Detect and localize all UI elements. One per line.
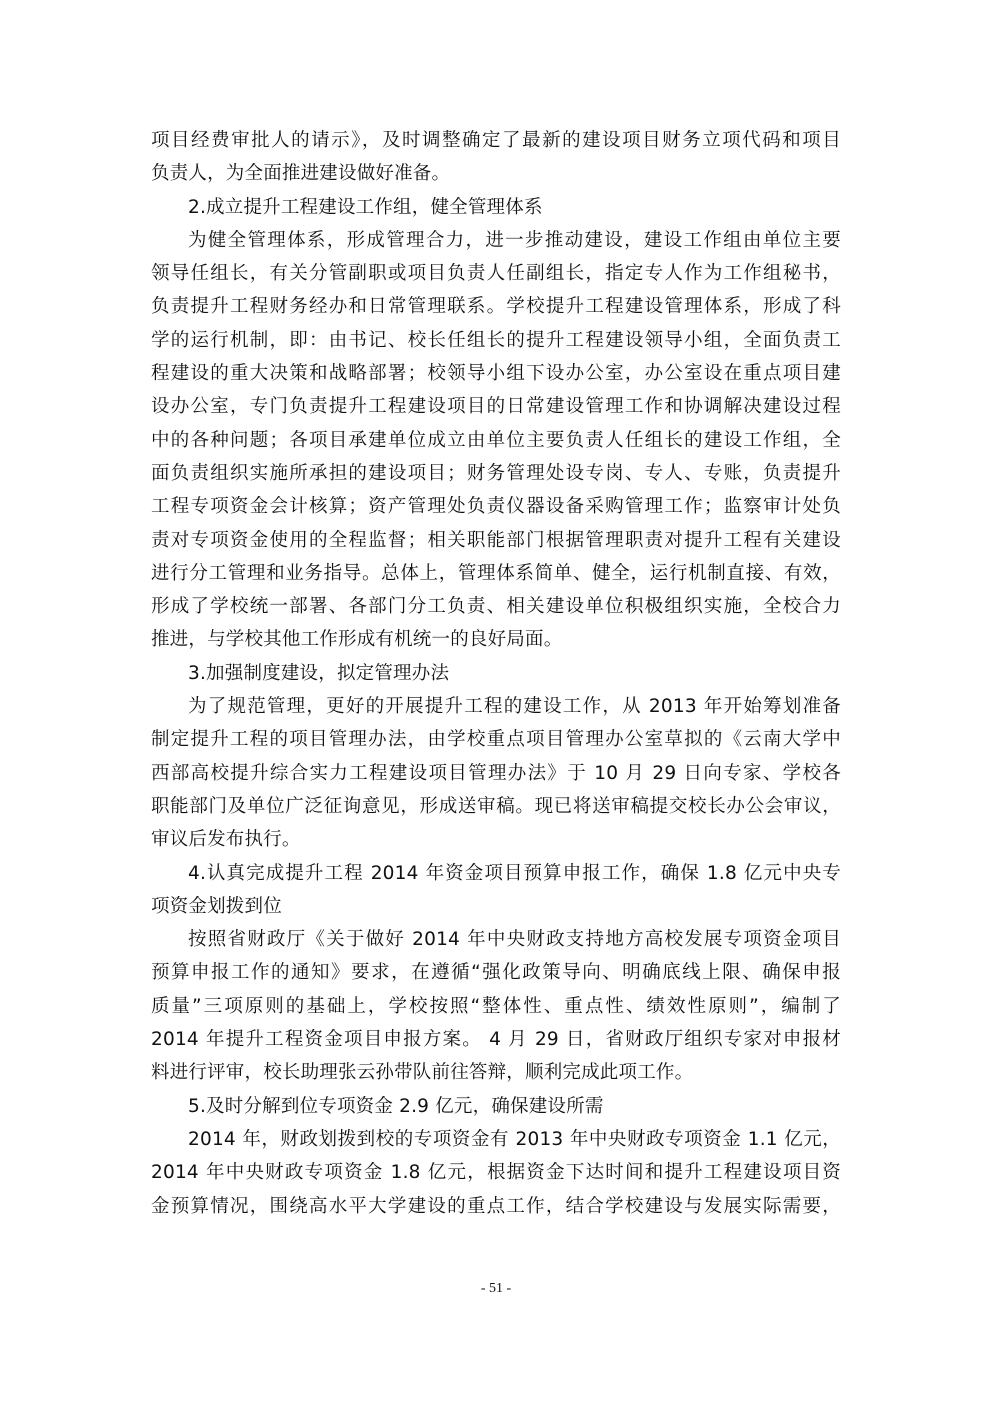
text-line: 领导任组长，有关分管副职或项目负责人任副组长，指定专人作为工作组秘书， bbox=[151, 263, 841, 285]
text-line: 形成了学校统一部署、各部门分工负责、相关建设单位积极组织实施，全校合力 bbox=[151, 596, 841, 618]
text-line: 设办公室，专门负责提升工程建设项目的日常建设管理工作和协调解决建设过程 bbox=[151, 396, 841, 418]
section-heading: 5.及时分解到位专项资金 2.9 亿元，确保建设所需 bbox=[188, 1095, 604, 1117]
text-line: 按照省财政厅《关于做好 2014 年中央财政支持地方高校发展专项资金项目 bbox=[188, 929, 841, 951]
text-line: 进行分工管理和业务指导。总体上，管理体系简单、健全，运行机制直接、有效， bbox=[151, 562, 841, 584]
text-line: 面负责组织实施所承担的建设项目；财务管理处设专岗、专人、专账，负责提升 bbox=[151, 462, 841, 484]
section-heading: 3.加强制度建设，拟定管理办法 bbox=[188, 662, 450, 684]
text-line: 2014 年中央财政专项资金 1.8 亿元，根据资金下达时间和提升工程建设项目资 bbox=[151, 1162, 841, 1184]
text-line: 预算申报工作的通知》要求，在遵循“强化政策导向、明确底线上限、确保申报 bbox=[151, 962, 841, 984]
text-line: 质量”三项原则的基础上，学校按照“整体性、重点性、绩效性原则”，编制了 bbox=[151, 995, 841, 1017]
text-line: 为了规范管理，更好的开展提升工程的建设工作，从 2013 年开始筹划准备 bbox=[188, 696, 841, 718]
text-line: 制定提升工程的项目管理办法，由学校重点项目管理办公室草拟的《云南大学中 bbox=[151, 729, 841, 751]
section-heading: 2.成立提升工程建设工作组，健全管理体系 bbox=[188, 196, 543, 218]
text-line: 金预算情况，围绕高水平大学建设的重点工作，结合学校建设与发展实际需要， bbox=[151, 1195, 841, 1217]
section-heading-continued: 项资金划拨到位 bbox=[151, 895, 282, 917]
body-text bbox=[151, 124, 841, 1223]
text-line: 西部高校提升综合实力工程建设项目管理办法》于 10 月 29 日向专家、学校各 bbox=[151, 762, 841, 784]
text-line: 程建设的重大决策和战略部署；校领导小组下设办公室，办公室设在重点项目建 bbox=[151, 363, 841, 385]
text-line: 审议后发布执行。 bbox=[151, 829, 301, 851]
text-line: 为健全管理体系，形成管理合力，进一步推动建设，建设工作组由单位主要 bbox=[188, 229, 841, 251]
text-line: 责对专项资金使用的全程监督；相关职能部门根据管理职责对提升工程有关建设 bbox=[151, 529, 841, 551]
page-number: - 51 - bbox=[480, 1281, 512, 1296]
text-line: 负责人，为全面推进建设做好准备。 bbox=[151, 163, 451, 185]
text-line: 学的运行机制，即：由书记、校长任组长的提升工程建设领导小组，全面负责工 bbox=[151, 329, 841, 351]
section-heading: 4.认真完成提升工程 2014 年资金项目预算申报工作，确保 1.8 亿元中央专 bbox=[188, 862, 841, 884]
text-line: 负责提升工程财务经办和日常管理联系。学校提升工程建设管理体系，形成了科 bbox=[151, 296, 841, 318]
text-line: 项目经费审批人的请示》，及时调整确定了最新的建设项目财务立项代码和项目 bbox=[151, 130, 841, 151]
text-line: 推进，与学校其他工作形成有机统一的良好局面。 bbox=[151, 629, 563, 651]
text-line: 2014 年，财政划拨到校的专项资金有 2013 年中央财政专项资金 1.1 亿元， bbox=[188, 1128, 841, 1150]
text-line: 中的各种问题；各项目承建单位成立由单位主要负责人任组长的建设工作组，全 bbox=[151, 429, 841, 451]
text-line: 职能部门及单位广泛征询意见，形成送审稿。现已将送审稿提交校长办公会审议， bbox=[151, 795, 841, 817]
text-line: 料进行评审，校长助理张云孙带队前往答辩，顺利完成此项工作。 bbox=[151, 1062, 694, 1084]
text-line: 2014 年提升工程资金项目申报方案。 4 月 29 日，省财政厅组织专家对申报材 bbox=[151, 1029, 841, 1051]
text-line: 工程专项资金会计核算；资产管理处负责仪器设备采购管理工作；监察审计处负 bbox=[151, 496, 841, 518]
